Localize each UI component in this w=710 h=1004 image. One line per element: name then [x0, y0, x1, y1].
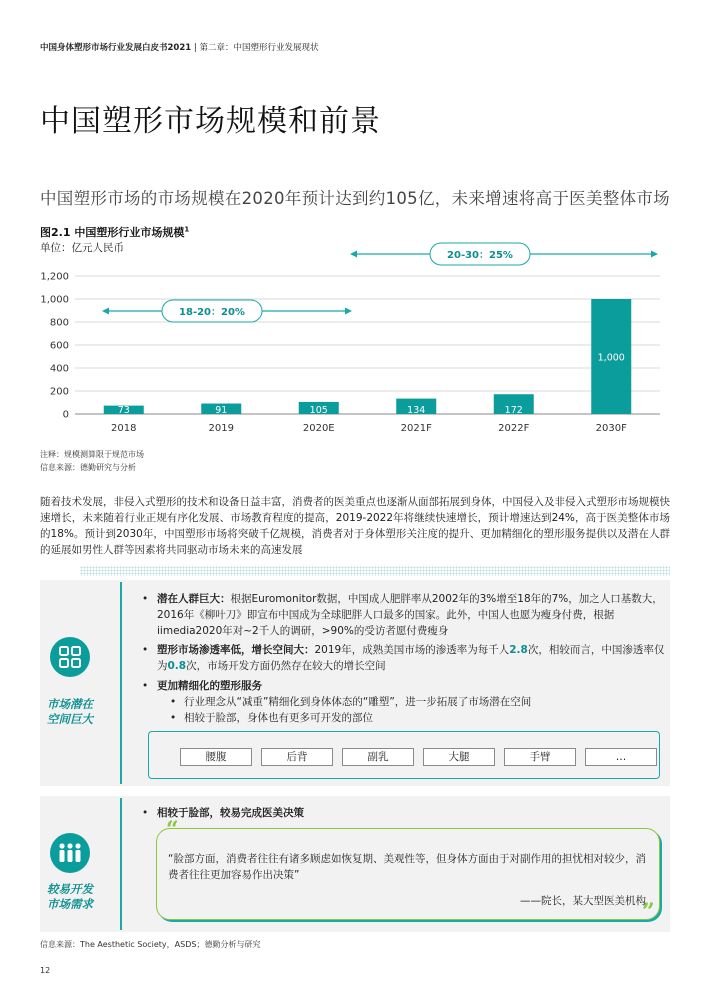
y-tick-label: 800 [49, 317, 69, 329]
page-title: 中国塑形市场规模和前景 [40, 104, 381, 139]
label-line: 较易开发 [47, 882, 93, 896]
x-tick-label: 2019 [208, 423, 234, 434]
figure-notes [40, 448, 144, 474]
y-tick-label: 1,000 [40, 294, 69, 306]
bullet-refined-services [142, 678, 665, 694]
x-tick-label: 2018 [111, 423, 137, 434]
cagr-18-20-arrow-head-left [102, 308, 109, 315]
quote-source: ——院长，某大型医美机构 [520, 895, 646, 907]
bullet-heading: 塑形市场渗透率低，增长空间大： [157, 644, 315, 656]
note-line: 注释：规模测算限于规范市场 [40, 450, 144, 459]
page-number: 12 [40, 966, 51, 975]
panel-accent-line [120, 582, 122, 784]
close-quote-icon: ” [642, 899, 655, 925]
panel-accent-line [120, 798, 122, 930]
tag-more: … [585, 748, 657, 766]
data-label: 91 [215, 405, 228, 416]
data-label: 134 [407, 405, 426, 416]
bullet-large-population [142, 591, 665, 639]
label-line: 市场需求 [47, 897, 93, 911]
cn-penetration-value: 0.8 [167, 660, 187, 672]
header-report-title: 中国身体塑形市场行业发展白皮书2021 [40, 43, 192, 53]
bullet-dot: • [142, 644, 149, 656]
cagr-18-20-arrow-head-right [345, 308, 352, 315]
body-paragraph: 随着技术发展，非侵入式塑形的技术和设备日益丰富，消费者的医美重点也逐渐从面部拓展到身体，中国侵入及非侵入式塑形市场规模快速增长，未来随着行业正规有序化发展、市场教育程度的提高，2019-2022年将继续快速增长，预计增速达到24%，高于医美整体市场的18%。预计到2030年，中国塑形市场将突破千亿规模，消费者对于身体塑形关注度的提升、更加精细化的塑形服务提供以及潜在人群的延展如男性人群等因素将共同驱动市场未来的高速发展 [40, 496, 670, 556]
y-tick-label: 400 [49, 363, 69, 375]
tag-thigh: 大腿 [423, 748, 495, 766]
y-tick-label: 0 [62, 409, 69, 421]
tag-back: 后背 [261, 748, 333, 766]
bullet-heading: 更加精细化的塑形服务 [157, 680, 262, 692]
header-separator: | [191, 43, 200, 53]
demand-label [35, 882, 105, 912]
bullet-heading: 潜在人群巨大： [157, 593, 231, 605]
running-header [40, 41, 318, 53]
quote-text: “脸部方面，消费者往往有诸多顾虑如恢复期、美观性等，但身体方面由于对副作用的担忧相对较少，消费者往往更加容易作出决策” [168, 853, 646, 881]
bullet-dot: • [142, 680, 149, 692]
data-label: 105 [309, 405, 328, 416]
figure-title [40, 224, 189, 240]
cagr-20-30-arrow-head-left [350, 251, 357, 258]
data-label: 1,000 [597, 352, 625, 364]
bullet-heading: 相较于脸部，较易完成医美决策 [157, 807, 304, 819]
x-tick-label: 2022F [498, 423, 530, 434]
bullet-dot: • [142, 593, 149, 605]
tag-accessory-breast: 副乳 [342, 748, 414, 766]
y-tick-label: 600 [49, 340, 69, 352]
people-icon [50, 833, 90, 873]
label-line: 市场潜在 [47, 697, 93, 711]
page-subtitle: 中国塑形市场的市场规模在2020年预计达到约105亿，未来增速将高于医美整体市场 [40, 189, 670, 208]
data-label: 73 [117, 405, 130, 416]
x-tick-label: 2021F [400, 423, 432, 434]
bullet-low-penetration [142, 642, 665, 674]
cagr-20-30-arrow-head-right [651, 251, 658, 258]
sub-bullet-concept [170, 694, 531, 710]
market-size-bar-chart [30, 250, 680, 443]
figure-footnote-mark: 1 [184, 225, 190, 234]
bullet-dot: • [170, 712, 177, 724]
bullet-easier-decision [142, 805, 665, 821]
market-potential-label [35, 697, 105, 727]
sub-bullet-text: 相较于脸部，身体也有更多可开发的部位 [184, 712, 373, 724]
bullet-text: 根据Euromonitor数据，中国成人肥胖率从2002年的3%增至18年的7%，加之人口基数大，2016年《柳叶刀》即宣布中国成为全球肥胖人口最多的国家。此外，中国人也愿为瘦身付费，根据iimedia2020年对~2千人的调研，>90%的受访者愿付费瘦身 [157, 593, 663, 637]
data-label: 172 [504, 405, 523, 416]
y-tick-label: 1,200 [40, 271, 69, 283]
x-tick-label: 2020E [302, 423, 335, 434]
sub-bullet-body-parts [170, 710, 373, 726]
bullet-dot: • [170, 696, 177, 708]
label-line: 空间巨大 [47, 712, 93, 726]
bullet-dot: • [142, 807, 149, 819]
cagr-18-20-label: 18-20：20% [179, 307, 245, 318]
sub-bullet-text: 行业理念从“减重”精细化到身体体态的“雕塑”，进一步拓展了市场潜在空间 [184, 696, 532, 708]
source-line: 信息来源：德勤研究与分析 [40, 463, 136, 472]
dotted-divider [80, 566, 670, 576]
y-tick-label: 200 [49, 386, 69, 398]
us-penetration-value: 2.8 [509, 644, 528, 656]
bullet-text: 2019年，成熟美国市场的渗透率为每千人 [314, 644, 510, 656]
x-tick-label: 2030F [595, 423, 627, 434]
tag-waist: 腰腹 [180, 748, 252, 766]
tag-arm: 手臂 [504, 748, 576, 766]
bullet-text: 次，相较而言，中国渗透率仅为 [157, 644, 665, 672]
page-source: 信息来源：The Aesthetic Society，ASDS；德勤分析与研究 [40, 940, 261, 949]
figure-title-text: 图2.1 中国塑形行业市场规模 [40, 226, 185, 239]
header-chapter: 第二章：中国塑形行业发展现状 [199, 43, 319, 53]
cagr-20-30-label: 20-30：25% [447, 250, 513, 261]
grid-icon [50, 637, 90, 677]
open-quote-icon: “ [166, 817, 179, 843]
figure-unit: 单位：亿元人民币 [40, 242, 124, 254]
bullet-text: 次，市场开发方面仍然存在较大的增长空间 [186, 660, 386, 672]
